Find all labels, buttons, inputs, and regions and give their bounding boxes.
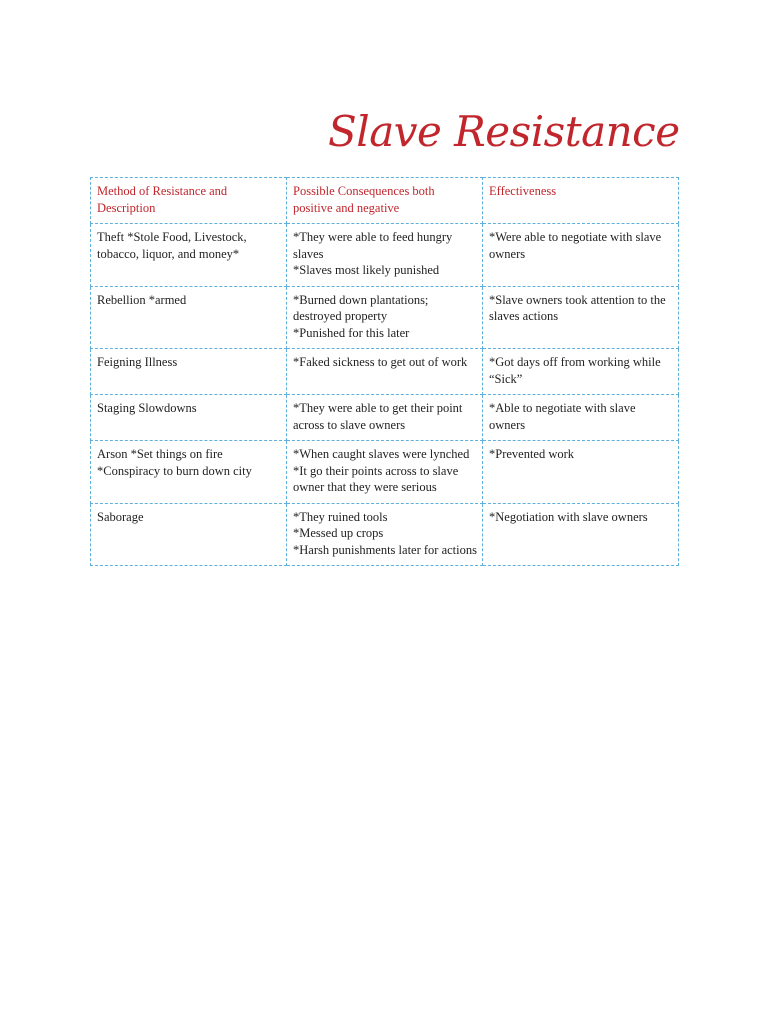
table-cell-consequences: *They were able to get their point across to slave owners — [287, 395, 483, 441]
table-row — [91, 224, 679, 287]
table-cell-method: Rebellion *armed — [91, 286, 287, 349]
table-cell-effectiveness: *Prevented work — [483, 441, 679, 504]
resistance-table — [90, 177, 679, 566]
table-cell-method: Theft *Stole Food, Livestock, tobacco, liquor, and money* — [91, 224, 287, 287]
table-cell-effectiveness: *Were able to negotiate with slave owners — [483, 224, 679, 287]
table-row — [91, 441, 679, 504]
document-title: Slave Resistance — [328, 107, 680, 156]
table-cell-consequences: *Faked sickness to get out of work — [287, 349, 483, 395]
table-cell-consequences: *They were able to feed hungry slaves *Slaves most likely punished — [287, 224, 483, 287]
table-cell-consequences: *They ruined tools *Messed up crops *Harsh punishments later for actions — [287, 503, 483, 566]
table-cell-consequences: *When caught slaves were lynched *It go their points across to slave owner that they were serious — [287, 441, 483, 504]
table-row — [91, 286, 679, 349]
table-header-row — [91, 178, 679, 224]
table-row — [91, 395, 679, 441]
table-cell-effectiveness: *Negotiation with slave owners — [483, 503, 679, 566]
table-cell-method: Saborage — [91, 503, 287, 566]
table-cell-method: Arson *Set things on fire *Conspiracy to burn down city — [91, 441, 287, 504]
table-row — [91, 349, 679, 395]
table-cell-consequences: *Burned down plantations; destroyed property *Punished for this later — [287, 286, 483, 349]
table-cell-method: Staging Slowdowns — [91, 395, 287, 441]
table-cell-effectiveness: *Able to negotiate with slave owners — [483, 395, 679, 441]
header-cell-method: Method of Resistance and Description — [91, 178, 287, 224]
header-cell-consequences: Possible Consequences both positive and negative — [287, 178, 483, 224]
table-cell-effectiveness: *Got days off from working while “Sick” — [483, 349, 679, 395]
table-row — [91, 503, 679, 566]
table-cell-method: Feigning Illness — [91, 349, 287, 395]
table-cell-effectiveness: *Slave owners took attention to the slaves actions — [483, 286, 679, 349]
header-cell-effectiveness: Effectiveness — [483, 178, 679, 224]
